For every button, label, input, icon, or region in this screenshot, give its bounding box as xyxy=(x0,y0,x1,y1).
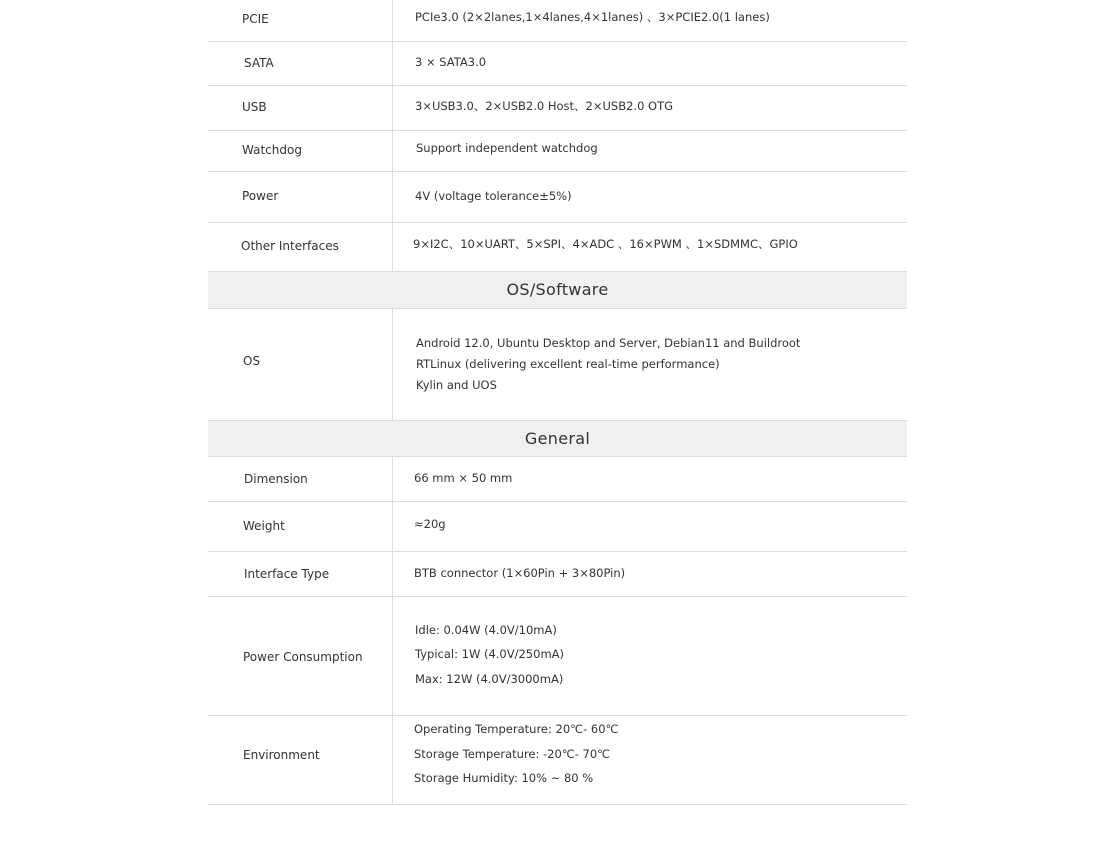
column-divider xyxy=(392,0,393,41)
spec-label: USB xyxy=(242,100,267,114)
column-divider xyxy=(392,552,393,596)
spec-value-line: Storage Temperature: -20℃- 70℃ xyxy=(414,747,611,761)
spec-value: BTB connector (1×60Pin + 3×80Pin) xyxy=(414,566,626,580)
spec-row-environment xyxy=(208,716,907,803)
spec-label: PCIE xyxy=(242,12,269,26)
spec-label: Other Interfaces xyxy=(241,239,339,253)
column-divider xyxy=(392,457,393,501)
spec-row-interface-type xyxy=(208,552,907,597)
spec-label: Watchdog xyxy=(242,143,302,157)
spec-label: Power Consumption xyxy=(243,650,363,664)
spec-label: SATA xyxy=(244,56,274,70)
spec-row-os xyxy=(208,309,907,421)
spec-row-watchdog xyxy=(208,131,907,172)
spec-value-line: Kylin and UOS xyxy=(416,378,497,392)
spec-table xyxy=(208,0,907,805)
spec-row-dimension xyxy=(208,457,907,502)
spec-row-weight xyxy=(208,502,907,552)
spec-value-line: Idle: 0.04W (4.0V/10mA) xyxy=(415,623,557,637)
spec-value-line: Android 12.0, Ubuntu Desktop and Server, Debian11 and Buildroot xyxy=(416,336,801,350)
spec-value: 3×USB3.0、2×USB2.0 Host、2×USB2.0 OTG xyxy=(415,99,674,113)
spec-row-other-interfaces xyxy=(208,223,907,272)
column-divider xyxy=(392,502,393,551)
spec-label: Weight xyxy=(243,519,285,533)
spec-label: OS xyxy=(243,354,261,368)
spec-label: Dimension xyxy=(244,472,308,486)
column-divider xyxy=(392,223,393,271)
spec-value: 3 × SATA3.0 xyxy=(415,55,487,69)
spec-value-line: Max: 12W (4.0V/3000mA) xyxy=(415,672,564,686)
section-header-general: General xyxy=(208,421,907,457)
spec-value: 66 mm × 50 mm xyxy=(414,471,513,485)
spec-value: ≈20g xyxy=(414,517,446,531)
column-divider xyxy=(392,42,393,85)
spec-value: Support independent watchdog xyxy=(416,141,598,155)
spec-value: 9×I2C、10×UART、5×SPI、4×ADC 、16×PWM 、1×SDMMC、GPIO xyxy=(413,237,798,251)
section-header-os-software: OS/Software xyxy=(208,272,907,309)
spec-value-line: Storage Humidity: 10% ~ 80 % xyxy=(414,771,594,785)
spec-label: Environment xyxy=(243,748,320,762)
spec-row-usb xyxy=(208,86,907,131)
column-divider xyxy=(392,131,393,171)
spec-row-power-consumption xyxy=(208,597,907,716)
column-divider xyxy=(392,597,393,715)
spec-row-pcie xyxy=(208,0,907,42)
spec-value-line: Operating Temperature: 20℃- 60℃ xyxy=(414,722,619,736)
column-divider xyxy=(392,716,393,803)
spec-label: Interface Type xyxy=(244,567,330,581)
spec-row-sata xyxy=(208,42,907,86)
column-divider xyxy=(392,309,393,420)
spec-value: 4V (voltage tolerance±5%) xyxy=(415,189,572,203)
column-divider xyxy=(392,86,393,130)
spec-value-line: RTLinux (delivering excellent real-time performance) xyxy=(416,357,720,371)
spec-row-power xyxy=(208,172,907,223)
spec-value-line: Typical: 1W (4.0V/250mA) xyxy=(415,647,564,661)
spec-value: PCIe3.0 (2×2lanes,1×4lanes,4×1lanes) 、3×PCIE2.0(1 lanes) xyxy=(415,10,770,24)
spec-label: Power xyxy=(242,189,279,203)
column-divider xyxy=(392,172,393,222)
